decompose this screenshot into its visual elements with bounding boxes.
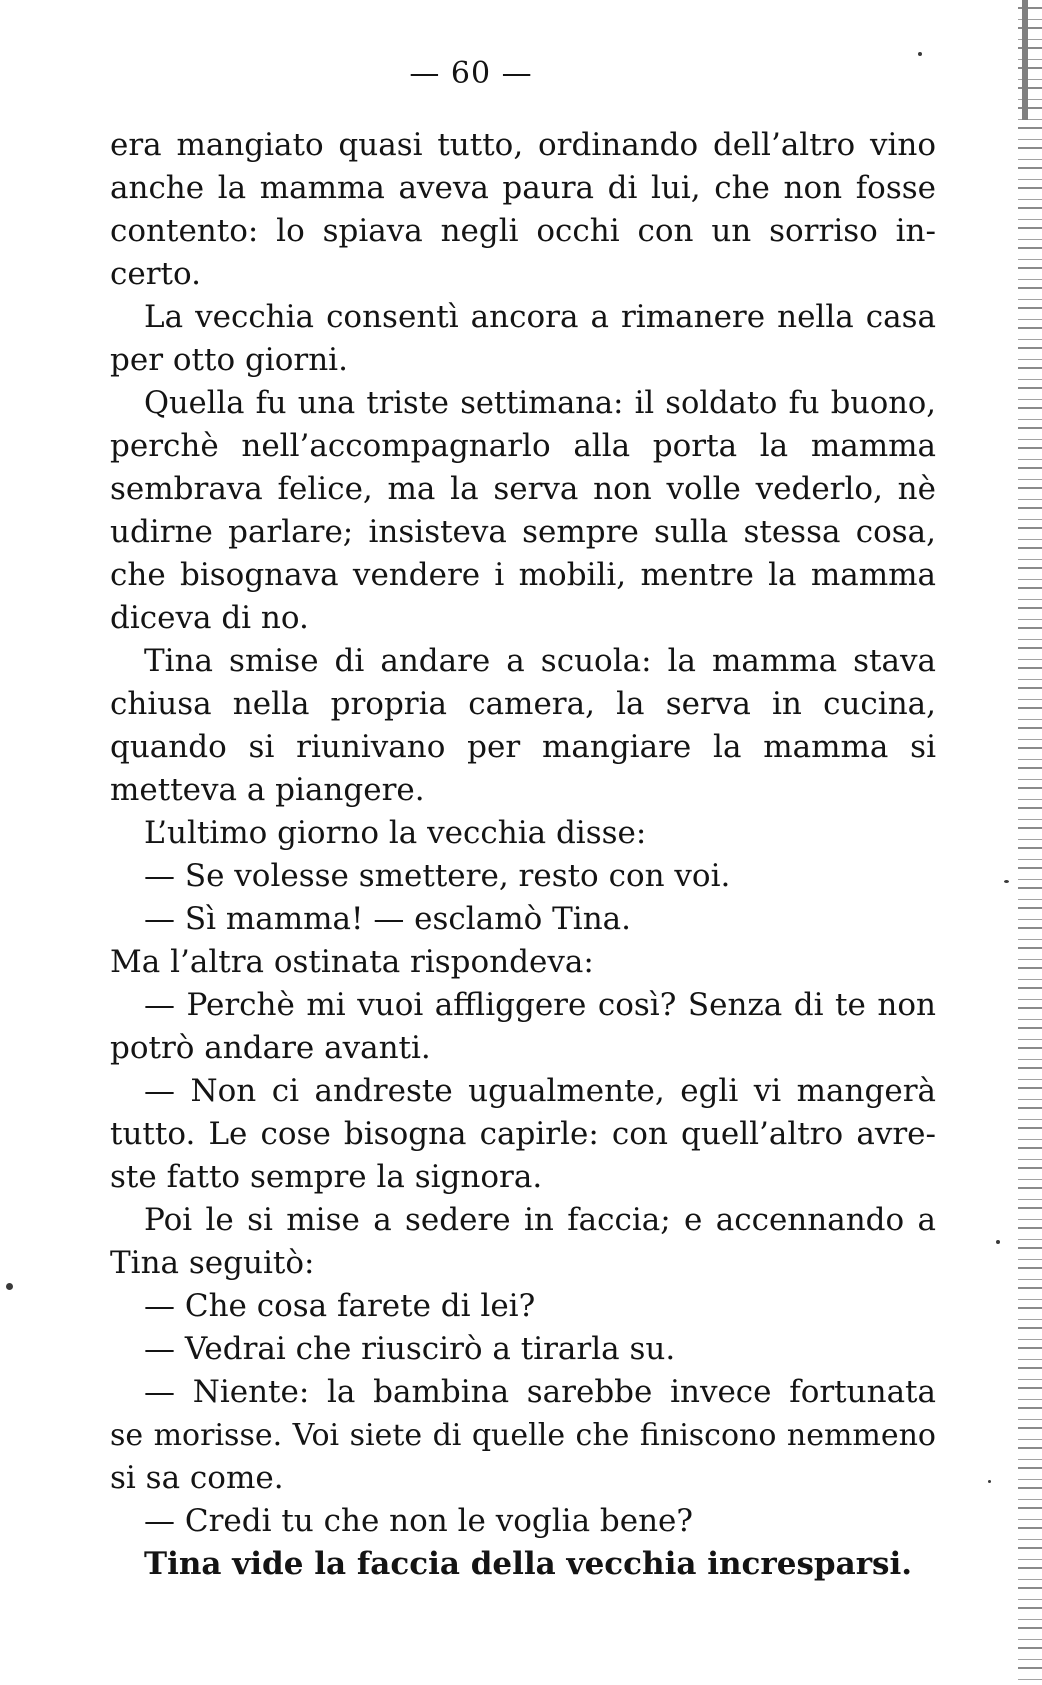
text-line: — Credi tu che non le voglia bene? (144, 1503, 694, 1539)
text-line: per otto giorni. (110, 342, 348, 378)
text-line: Tina vide la faccia della vecchia incresparsi. (144, 1546, 913, 1582)
scan-speck (6, 1283, 13, 1290)
text-line: — Se volesse smettere, resto con voi. (144, 858, 731, 894)
page-number: — 60 — (409, 56, 533, 91)
scan-speck (988, 1480, 991, 1483)
text-line: Tina smise di andare a scuola: la mamma stava (144, 643, 936, 679)
body-text (110, 124, 936, 1586)
text-line: quando si riunivano per mangiare la mamma si (110, 729, 936, 765)
text-line: potrò andare avanti. (110, 1030, 431, 1066)
text-line: — Vedrai che riuscirò a tirarla su. (144, 1331, 676, 1367)
scan-speck (918, 52, 922, 56)
text-line: chiusa nella propria camera, la serva in cucina, (110, 686, 936, 722)
scan-binding-edge (1018, 0, 1042, 1685)
text-line: — Sì mamma! — esclamò Tina. (144, 901, 631, 937)
text-line: tutto. Le cose bisogna capirle: con quell’altro avre- (110, 1116, 936, 1152)
text-line: metteva a piangere. (110, 772, 425, 808)
text-line: Quella fu una triste settimana: il soldato fu buono, (144, 386, 936, 421)
text-line: ste fatto sempre la signora. (110, 1159, 543, 1195)
text-line: si sa come. (110, 1460, 284, 1496)
text-line: — Perchè mi vuoi affliggere così? Senza di te non (144, 987, 936, 1023)
text-line: contento: lo spiava negli occhi con un sorriso in- (110, 213, 936, 249)
text-line: L’ultimo giorno la vecchia disse: (144, 815, 647, 851)
text-line: udirne parlare; insisteva sempre sulla stessa cosa, (110, 514, 936, 550)
text-line: se morisse. Voi siete di quelle che finiscono nemmeno (110, 1418, 936, 1453)
text-line: sembrava felice, ma la serva non volle vederlo, nè (110, 471, 936, 507)
text-line: Ma l’altra ostinata rispondeva: (110, 944, 594, 980)
text-line: anche la mamma aveva paura di lui, che non fosse (110, 170, 936, 206)
text-line: che bisognava vendere i mobili, mentre la mamma (110, 557, 936, 593)
scan-speck (1004, 880, 1009, 883)
text-line: — Niente: la bambina sarebbe invece fortunata (144, 1374, 936, 1410)
scan-speck (996, 1240, 1000, 1244)
text-line: — Che cosa farete di lei? (144, 1288, 536, 1324)
text-line: diceva di no. (110, 600, 309, 636)
text-line: La vecchia consentì ancora a rimanere nella casa (144, 299, 936, 335)
text-line: perchè nell’accompagnarlo alla porta la mamma (110, 428, 936, 464)
text-line: — Non ci andreste ugualmente, egli vi mangerà (144, 1073, 936, 1109)
text-line: Tina seguitò: (110, 1245, 315, 1281)
text-line: Poi le si mise a sedere in faccia; e accennando a (144, 1202, 936, 1238)
text-line: certo. (110, 256, 201, 292)
text-line: era mangiato quasi tutto, ordinando dell’altro vino (110, 127, 936, 163)
